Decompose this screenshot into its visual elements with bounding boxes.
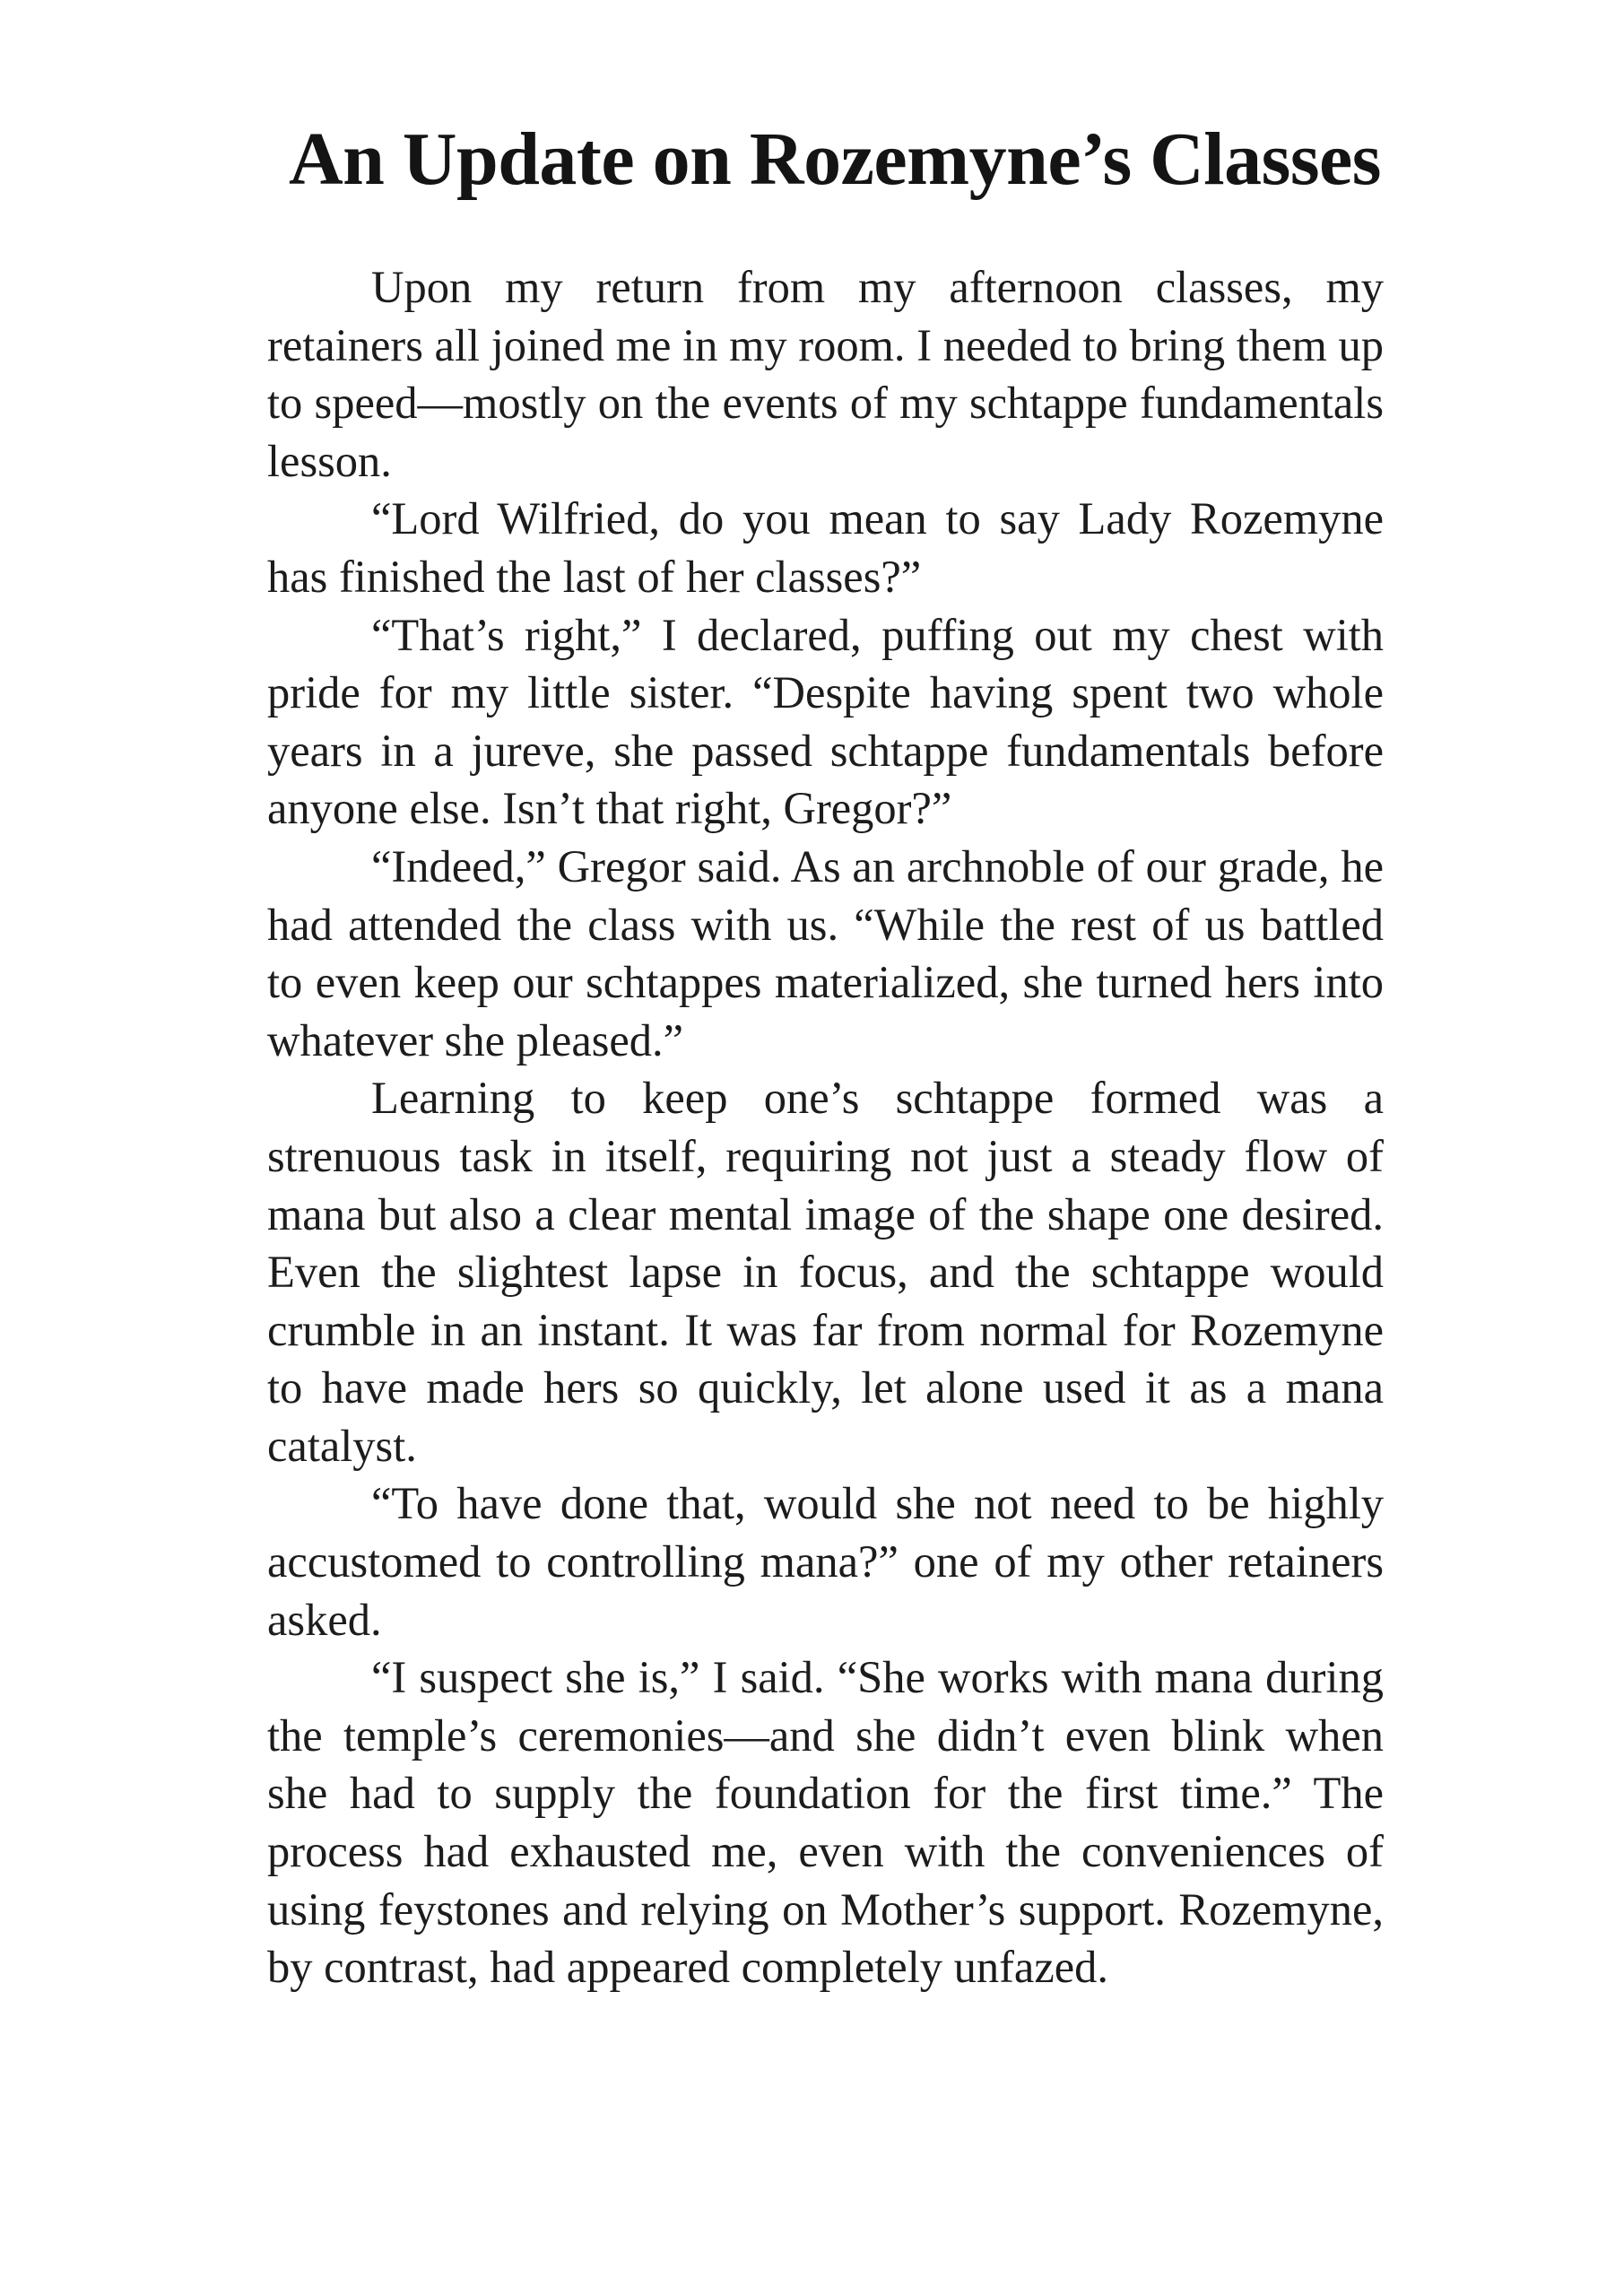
paragraph: “I suspect she is,” I said. “She works with mana during the temple’s ceremonies—and she didn’t even blink when she had to supply the foundation for the first time.” The process had exhausted me, even with the conveniences of using feystones and relying on Mother’s support. Rozemyne, by contrast, had appeared completely unfazed. (267, 1652, 1384, 1993)
paragraph: “To have done that, would she not need to be highly accustomed to controlling mana?” one of my other retainers asked. (267, 1478, 1384, 1645)
chapter-title: An Update on Rozemyne’s Classes (288, 117, 1381, 201)
paragraph: “Indeed,” Gregor said. As an archnoble of our grade, he had attended the class with us. “While the rest of us battled to even keep our schtappes materialized, she turned hers into whatever she pleased.” (267, 840, 1384, 1065)
paragraph: Learning to keep one’s schtappe formed was a strenuous task in itself, requiring not just a steady flow of mana but also a clear mental image of the shape one desired. Even the slightest lapse in focus, and the schtappe would crumble in an instant. It was far from normal for Rozemyne to have made hers so quickly, let alone used it as a mana catalyst. (267, 1073, 1384, 1471)
paragraph: “Lord Wilfried, do you mean to say Lady Rozemyne has finished the last of her classes?” (267, 493, 1384, 602)
paragraph: Upon my return from my afternoon classes, my retainers all joined me in my room. I needed to bring them up to speed—mostly on the events of my schtappe fundamentals lesson. (267, 262, 1384, 486)
paragraph: “That’s right,” I declared, puffing out my chest with pride for my little sister. “Despite having spent two whole years in a jureve, she passed schtappe fundamentals before anyone else. Isn’t that right, Gregor?” (267, 609, 1384, 834)
chapter-body (267, 258, 1384, 1996)
